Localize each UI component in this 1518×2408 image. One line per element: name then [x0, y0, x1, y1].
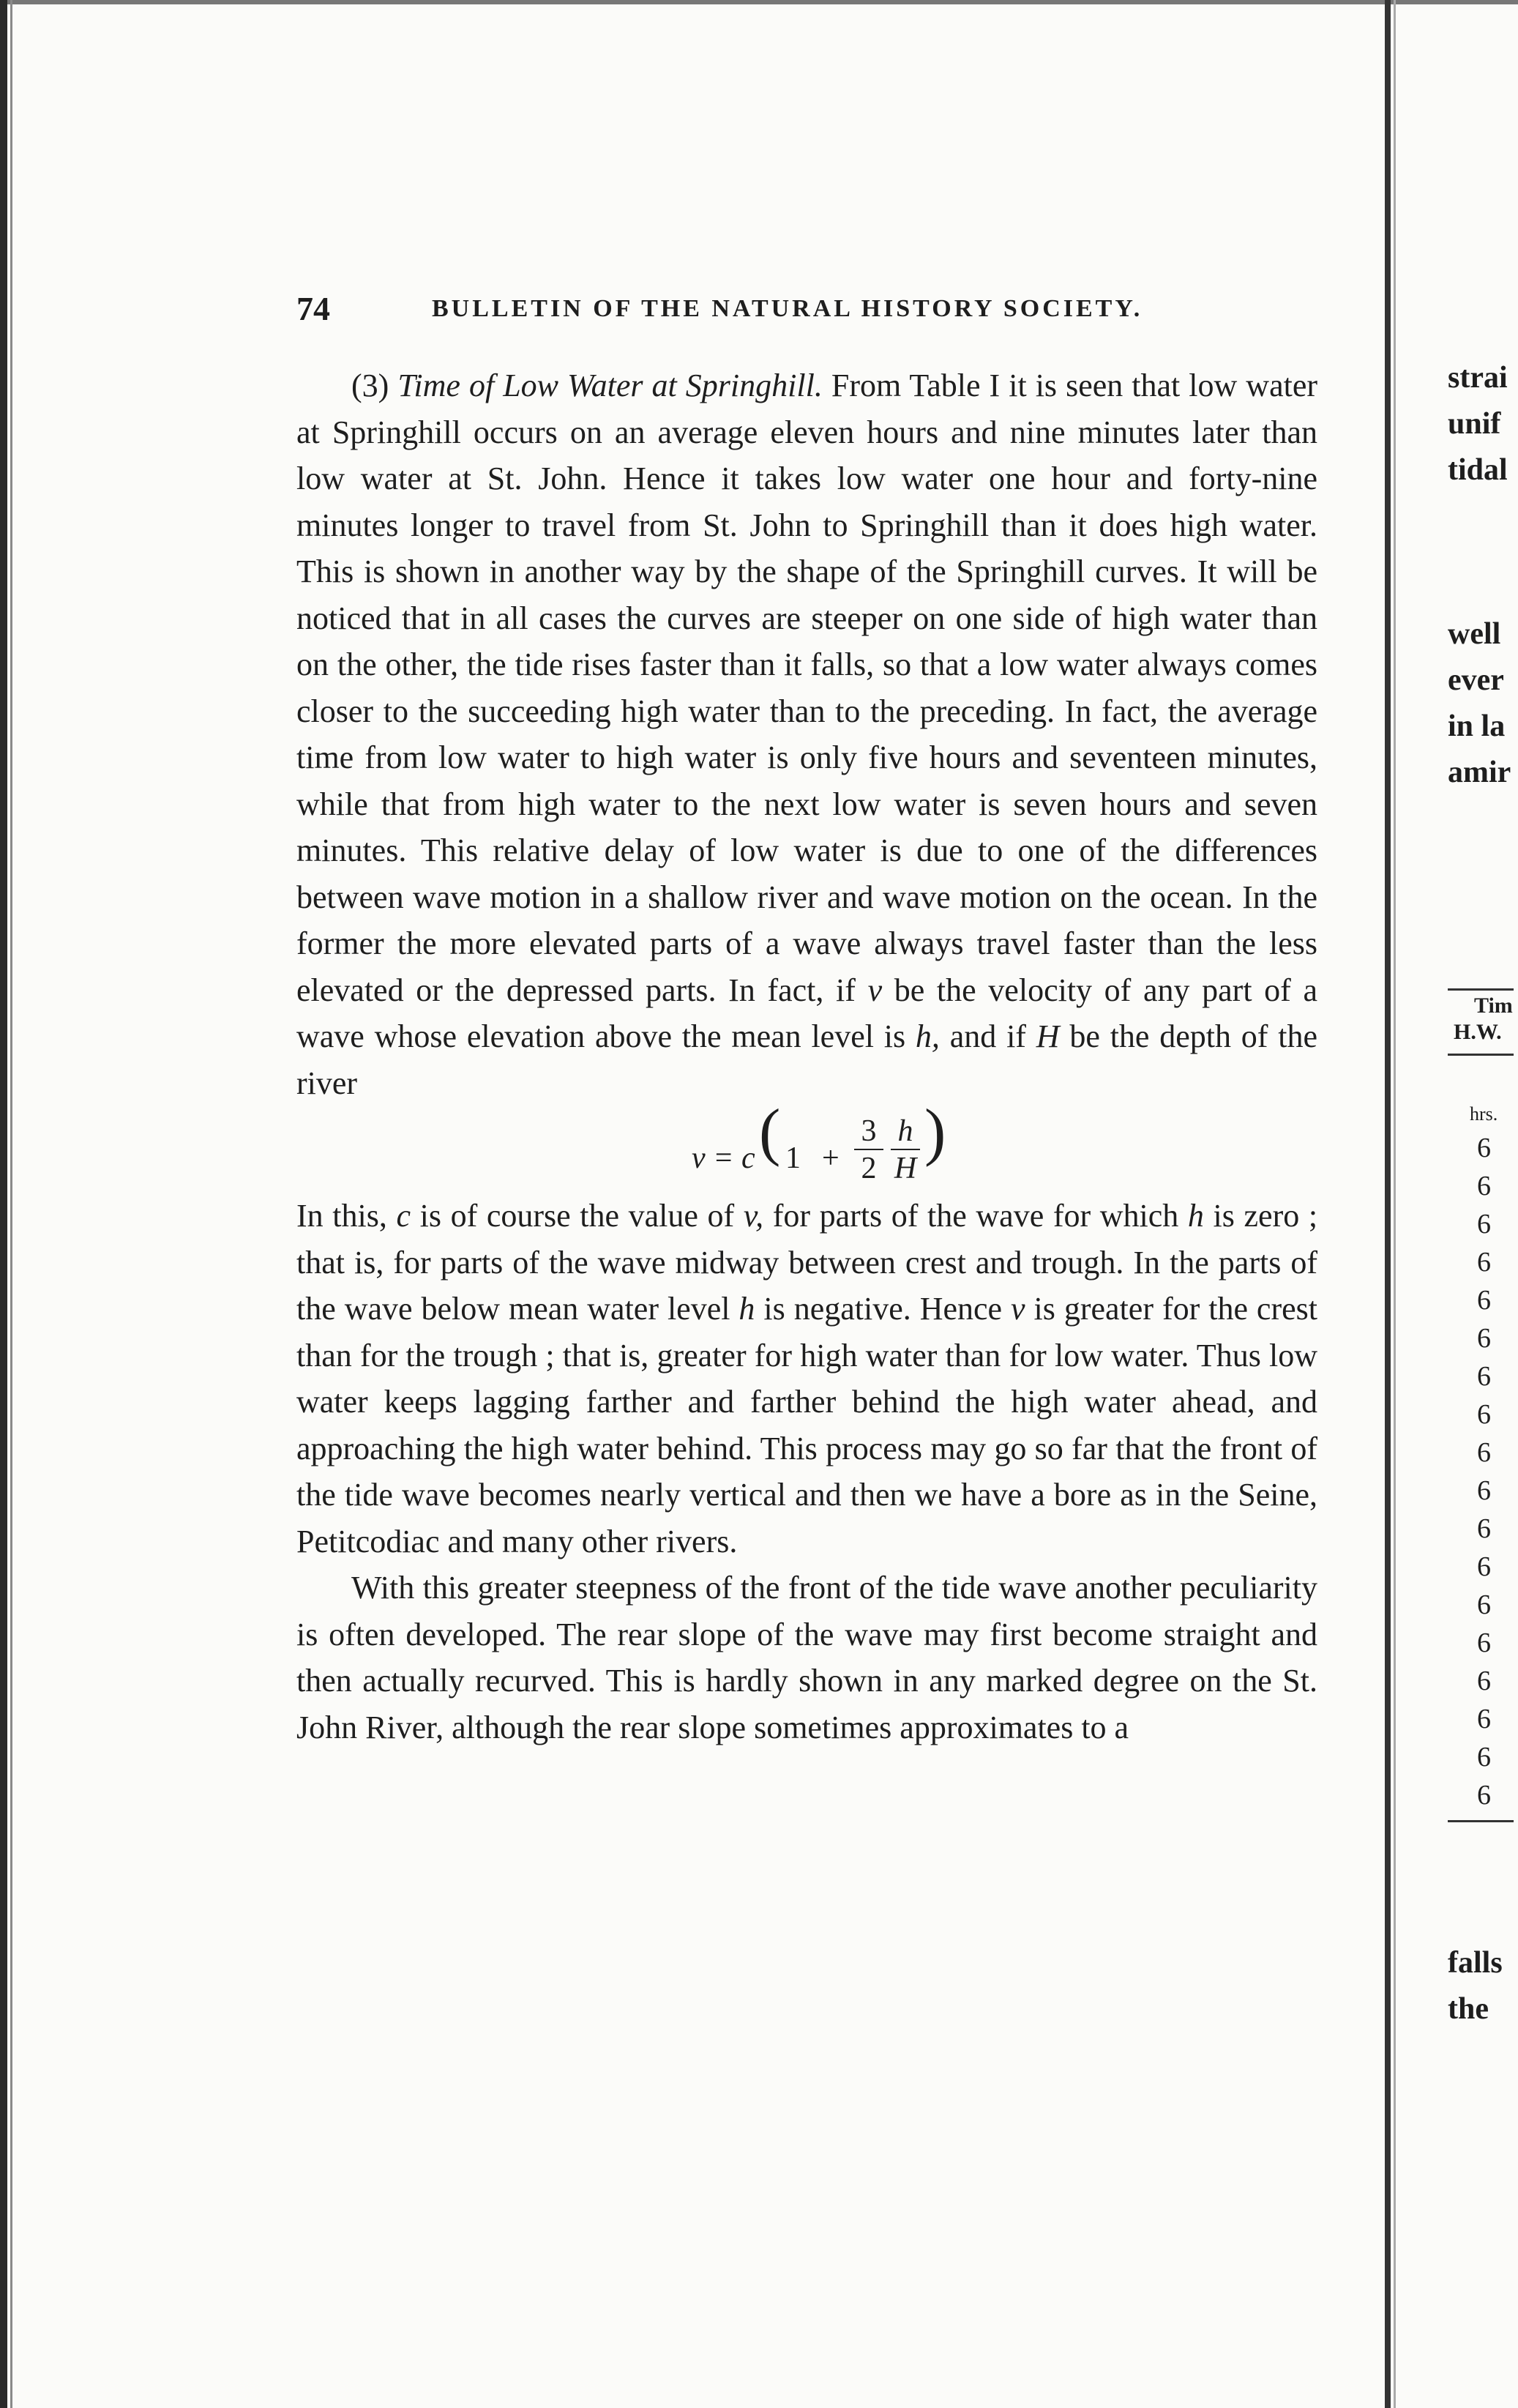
page-header	[296, 289, 1336, 333]
fragment-line: ever	[1448, 663, 1504, 697]
table-row: 6	[1477, 1247, 1491, 1278]
table-row: 6	[1477, 1133, 1491, 1163]
table-row: 6	[1477, 1551, 1491, 1582]
paragraph-text: be the velocity of any part of a wave whose elevation above the mean level is	[296, 972, 1318, 1054]
running-title: BULLETIN OF THE NATURAL HISTORY SOCIETY.	[432, 295, 1143, 322]
formula-lhs: v = c	[692, 1141, 755, 1175]
right-page-top-fragment	[1448, 355, 1518, 493]
table-row: 6	[1477, 1589, 1491, 1620]
formula-one: 1	[785, 1141, 801, 1175]
fragment-line: in la	[1448, 709, 1506, 743]
fragment-line: the	[1448, 1992, 1489, 2026]
scan-left-edge	[0, 0, 7, 2408]
paragraph-velocity	[296, 1193, 1317, 1565]
velocity-formula	[296, 1097, 1317, 1193]
formula-open-paren: (	[759, 1097, 781, 1168]
table-unit: hrs.	[1470, 1103, 1498, 1125]
paragraph-text: From Table I it is seen that low water at Springhill occurs on an average eleven hours and nine minutes later than low water at St. John. Hence it takes low water one hour and forty-nine minutes longer to travel from St. John to Springhill than it does high water. This is shown in another way by the shape of the Springhill curves. It will be noticed that in all cases the curves are steeper on one side of high water than on the other, the tide rises faster than it falls, so that a low water always comes closer to the succeeding high water than to the preceding. In fact, the average time from low water to high water is only five hours and seventeen minutes, while that from high water to the next low water is seven hours and seven minutes. This relative delay of low water is due to one of the differences between wave motion in a shallow river and wave motion on the ocean. In the former the more elevated parts of a wave always travel faster than the less elevated or the depressed parts. In fact, if	[296, 368, 1318, 1008]
page-top-edge	[0, 0, 1518, 4]
table-head: Tim	[1474, 994, 1513, 1018]
paragraph-text: In this,	[296, 1198, 387, 1234]
table-rule	[1448, 1054, 1514, 1056]
paragraph-text: be the depth of the river	[296, 1018, 1318, 1101]
book-gutter-line	[1394, 0, 1396, 2408]
right-page-table-fragment	[1448, 988, 1518, 1822]
fragment-line: well	[1448, 617, 1501, 651]
symbol-H: H	[1036, 1018, 1060, 1054]
formula-plus: +	[822, 1141, 840, 1175]
table-row: 6	[1477, 1361, 1491, 1392]
symbol-h: h,	[915, 1018, 940, 1054]
section-label: (3)	[351, 368, 389, 403]
page-body	[296, 362, 1317, 1751]
section-title: Time of Low Water at Springhill.	[397, 368, 823, 403]
table-row: 6	[1477, 1742, 1491, 1773]
table-row: 6	[1477, 1780, 1491, 1811]
table-row: 6	[1477, 1437, 1491, 1468]
table-row: 6	[1477, 1666, 1491, 1696]
table-row: 6	[1477, 1399, 1491, 1430]
formula-fraction-3-2	[854, 1114, 883, 1187]
formula-num: h	[897, 1114, 913, 1148]
table-rule	[1448, 1820, 1514, 1822]
fragment-line: unif	[1448, 407, 1501, 441]
symbol-v: v	[1011, 1291, 1025, 1327]
fragment-line: strai	[1448, 361, 1508, 395]
table-row: 6	[1477, 1475, 1491, 1506]
paragraph-low-water	[296, 362, 1317, 1106]
table-row: 6	[1477, 1513, 1491, 1544]
symbol-v: v,	[743, 1198, 764, 1234]
paragraph-text: is zero ; that is, for parts of the wave midway between crest and trough. In the parts of the wave below mean water level	[296, 1198, 1318, 1327]
page-number: 74	[296, 290, 330, 327]
table-row: 6	[1477, 1171, 1491, 1201]
formula-den: 2	[861, 1152, 877, 1185]
left-page	[296, 289, 1336, 1745]
paragraph-text: is negative. Hence	[763, 1291, 1003, 1327]
symbol-v: v	[867, 972, 883, 1008]
symbol-h: h	[1187, 1198, 1204, 1234]
formula-num: 3	[861, 1114, 877, 1148]
fragment-line: amir	[1448, 756, 1511, 789]
fragment-line: tidal	[1448, 453, 1508, 487]
table-row: 6	[1477, 1628, 1491, 1658]
table-row: 6	[1477, 1704, 1491, 1734]
scan-left-line	[10, 0, 12, 2408]
symbol-c: c	[396, 1198, 411, 1234]
table-rows	[1448, 1129, 1518, 1814]
fragment-line: falls	[1448, 1946, 1503, 1980]
symbol-h: h	[739, 1291, 755, 1327]
table-row: 6	[1477, 1323, 1491, 1354]
formula-close-paren: )	[924, 1097, 946, 1168]
paragraph-text: for parts of the wave for which	[772, 1198, 1179, 1234]
paragraph-text: is of course the value of	[419, 1198, 735, 1234]
formula-fraction-h-H	[891, 1114, 920, 1187]
table-row: 6	[1477, 1285, 1491, 1316]
paragraph-steepness: With this greater steepness of the front of the tide wave another peculiarity is often developed. The rear slope of the wave may first become straight and then actually recurved. This is hardly shown in any marked degree on the St. John River, although the rear slope sometimes approximates to a	[296, 1570, 1317, 1745]
right-page-bottom-fragment	[1448, 1940, 1518, 2032]
formula-den: H	[894, 1152, 917, 1185]
right-page-mid-fragment	[1448, 611, 1518, 796]
paragraph-text: and if	[949, 1018, 1026, 1054]
table-row: 6	[1477, 1209, 1491, 1240]
paragraph-text: is greater for the crest than for the trough ; that is, greater for high water than for low water. Thus low water keeps lagging farther and farther behind the high water ahead, and approaching the high water behind. This process may go so far that the front of the tide wave becomes nearly vertical and then we have a bore as in the Seine, Petitcodiac and many other rivers.	[296, 1291, 1317, 1559]
book-gutter	[1385, 0, 1391, 2408]
table-head: H.W.	[1454, 1020, 1502, 1044]
